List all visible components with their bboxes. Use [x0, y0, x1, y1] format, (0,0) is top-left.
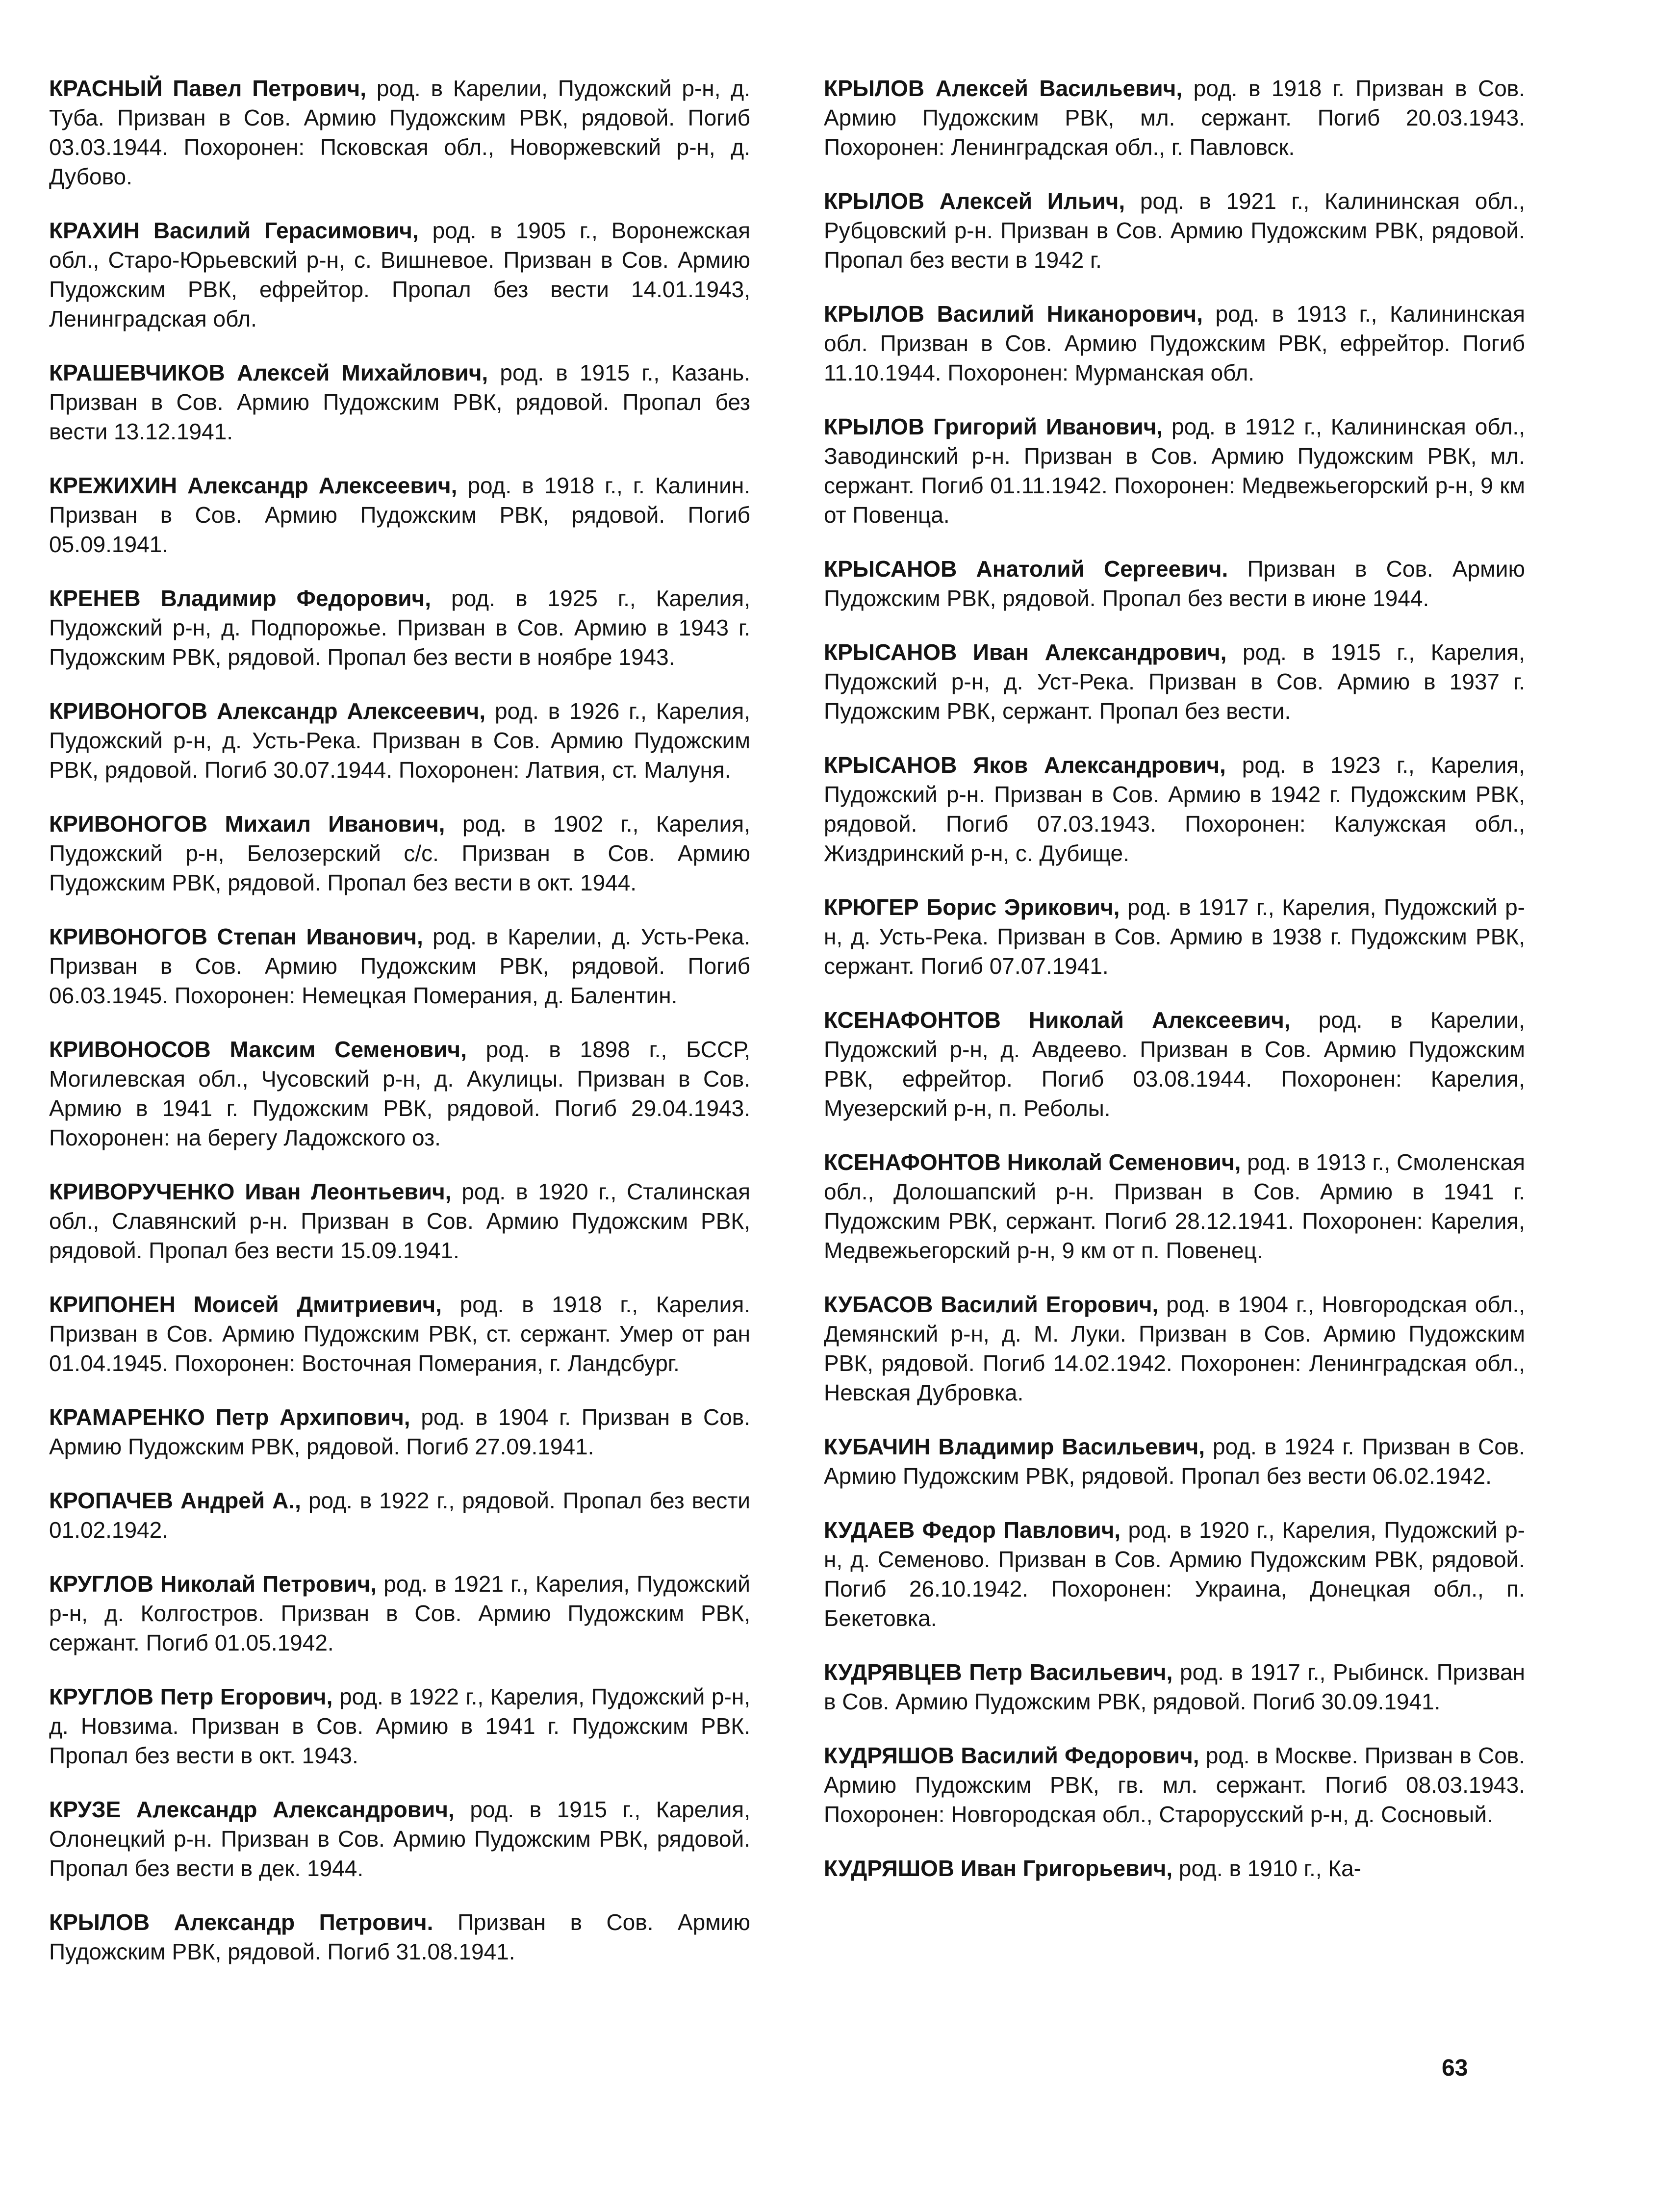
entry-text: род. в 1910 г., Ка-: [1178, 1856, 1361, 1881]
entry-name: КРАСНЫЙ Павел Петрович,: [49, 76, 367, 101]
left-column: [49, 74, 750, 1991]
entry-name: КРАМАРЕНКО Петр Архипович,: [49, 1404, 410, 1430]
entry-text: род. в 1920 г., Карелия, Пудожский р-н, д. Семеново. Призван в Сов. Армию Пудожским РВК, рядовой. Погиб 26.10.1942. Похоронен: Украина, Донецкая обл., п. Бекетовка.: [824, 1517, 1526, 1631]
entry-text: род. в 1915 г., Казань. Призван в Сов. Армию Пудожским РВК, рядовой. Пропал без вести 13.12.1941.: [49, 360, 750, 444]
register-entry: [824, 299, 1525, 387]
register-entry: [49, 809, 750, 897]
entry-name: КУБАСОВ Василий Егорович,: [824, 1292, 1159, 1317]
entry-name: КРИВОРУЧЕНКО Иван Леонтьевич,: [49, 1179, 452, 1204]
entry-text: род. в 1917 г., Рыбинск. Призван в Сов. Армию Пудожским РВК, рядовой. Погиб 30.09.1941.: [824, 1659, 1525, 1714]
register-entry: [824, 1005, 1525, 1123]
entry-text: род. в 1902 г., Карелия, Пудожский р-н, Белозерский с/с. Призван в Сов. Армию Пудожским РВК, рядовой. Пропал без вести в окт. 1944.: [49, 811, 750, 895]
register-entry: [49, 922, 750, 1010]
entry-name: КРИВОНОСОВ Максим Семенович,: [49, 1037, 467, 1062]
register-entry: [824, 1657, 1525, 1716]
entry-name: КУДАЕВ Федор Павлович,: [824, 1517, 1121, 1543]
register-entry: [824, 1515, 1525, 1633]
entry-text: род. в 1904 г. Призван в Сов. Армию Пудожским РВК, рядовой. Погиб 27.09.1941.: [49, 1404, 751, 1459]
register-entry: [824, 750, 1525, 868]
entry-name: КРЫЛОВ Александр Петрович.: [49, 1909, 433, 1935]
entry-name: КУДРЯВЦЕВ Петр Васильевич,: [824, 1659, 1173, 1685]
register-entry: [49, 1402, 750, 1461]
entry-name: КРЫСАНОВ Яков Александрович,: [824, 752, 1226, 778]
register-entry: [49, 1486, 750, 1545]
register-entry: [49, 1177, 750, 1265]
entry-text: род. в 1918 г., г. Калинин. Призван в Сов. Армию Пудожским РВК, рядовой. Погиб 05.09.1941.: [49, 473, 751, 557]
entry-name: КРЫЛОВ Василий Никанорович,: [824, 301, 1203, 327]
register-entry: [49, 1035, 750, 1152]
entry-text: род. в 1922 г., Карелия, Пудожский р-н, д. Новзима. Призван в Сов. Армию в 1941 г. Пудожским РВК. Пропал без вести в окт. 1943.: [49, 1684, 751, 1768]
register-entry: [49, 584, 750, 672]
register-entry: [49, 696, 750, 785]
entry-name: КРАШЕВЧИКОВ Алексей Михайлович,: [49, 360, 488, 385]
entry-text: род. в 1925 г., Карелия, Пудожский р-н, д. Подпорожье. Призван в Сов. Армию в 1943 г. Пудожским РВК, рядовой. Пропал без вести в ноябре 1943.: [49, 585, 750, 670]
entry-text: род. в 1904 г., Новгородская обл., Демянский р-н, д. М. Луки. Призван в Сов. Армию Пудожским РВК, рядовой. Погиб 14.02.1942. Похоронен: Ленинградская обл., Невская Дубровка.: [824, 1292, 1526, 1405]
entry-text: род. в 1918 г., Карелия. Призван в Сов. Армию Пудожским РВК, ст. сержант. Умер от ран 01.04.1945. Похоронен: Восточная Померания, г. Ландсбург.: [49, 1292, 751, 1376]
entry-text: род. в 1898 г., БССР, Могилевская обл., Чусовский р-н, д. Акулицы. Призван в Сов. Армию в 1941 г. Пудожским РВК, рядовой. Погиб 29.04.1943. Похоронен: на берегу Ладожского оз.: [49, 1037, 751, 1150]
entry-text: род. в Карелии, д. Усть-Река. Призван в Сов. Армию Пудожским РВК, рядовой. Погиб 06.03.1945. Похоронен: Немецкая Померания, д. Балентин.: [49, 924, 750, 1008]
register-entry: [824, 554, 1525, 613]
entry-name: КРЕЖИХИН Александр Алексеевич,: [49, 473, 458, 498]
register-entry: [49, 1682, 750, 1770]
entry-text: род. в 1913 г., Смоленская обл., Долошапский р-н. Призван в Сов. Армию в 1941 г. Пудожским РВК, сержант. Погиб 28.12.1941. Похоронен: Карелия, Медвежьегорский р-н, 9 км от п. Повенец.: [824, 1149, 1526, 1263]
entry-text: род. в 1915 г., Карелия, Пудожский р-н, д. Уст-Река. Призван в Сов. Армию в 1937 г. Пудожским РВК, сержант. Пропал без вести.: [824, 639, 1526, 724]
entry-text: род. в 1915 г., Карелия, Олонецкий р-н. Призван в Сов. Армию Пудожским РВК, рядовой. Пропал без вести в дек. 1944.: [49, 1797, 750, 1881]
entry-name: КРЫСАНОВ Иван Александрович,: [824, 639, 1227, 665]
entry-text: род. в Москве. Призван в Сов. Армию Пудожским РВК, гв. мл. сержант. Погиб 08.03.1943. Похоронен: Новгородская обл., Старорусский р-н, д. Сосновый.: [824, 1743, 1525, 1827]
register-entry: [824, 1147, 1525, 1265]
entry-name: КРИВОНОГОВ Михаил Иванович,: [49, 811, 445, 837]
entry-name: КРУЗЕ Александр Александрович,: [49, 1797, 455, 1822]
entry-name: КУБАЧИН Владимир Васильевич,: [824, 1434, 1205, 1459]
entry-text: род. в 1918 г. Призван в Сов. Армию Пудожским РВК, мл. сержант. Погиб 20.03.1943. Похоронен: Ленинградская обл., г. Павловск.: [824, 76, 1526, 160]
register-entry: [824, 186, 1525, 275]
register-entry: [824, 1854, 1525, 1883]
entry-name: КРИВОНОГОВ Степан Иванович,: [49, 924, 423, 949]
entry-name: КРУГЛОВ Николай Петрович,: [49, 1571, 377, 1597]
entry-name: КСЕНАФОНТОВ Николай Алексеевич,: [824, 1007, 1291, 1033]
entry-text: род. в 1922 г., рядовой. Пропал без вести 01.02.1942.: [49, 1488, 750, 1543]
register-entry: [49, 1795, 750, 1883]
page-number: 63: [1442, 2055, 1468, 2081]
entry-name: КРЕНЕВ Владимир Федорович,: [49, 585, 432, 611]
entry-text: род. в 1913 г., Калининская обл. Призван в Сов. Армию Пудожским РВК, ефрейтор. Погиб 11.10.1944. Похоронен: Мурманская обл.: [824, 301, 1525, 385]
register-entry: [824, 1432, 1525, 1491]
register-entry: [49, 1907, 750, 1966]
register-entry: [49, 216, 750, 333]
register-entry: [49, 74, 750, 191]
entry-name: КРЫЛОВ Григорий Иванович,: [824, 414, 1163, 439]
entry-text: род. в 1905 г., Воронежская обл., Старо-Юрьевский р-н, с. Вишневое. Призван в Сов. Армию Пудожским РВК, ефрейтор. Пропал без вести 14.01.1943, Ленинградская обл.: [49, 218, 750, 331]
entry-text: род. в 1912 г., Калининская обл., Заводинский р-н. Призван в Сов. Армию Пудожским РВК, мл. сержант. Погиб 01.11.1942. Похоронен: Медвежьегорский р-н, 9 км от Повенца.: [824, 414, 1525, 528]
entry-text: род. в 1921 г., Карелия, Пудожский р-н, д. Колгостров. Призван в Сов. Армию Пудожским РВК, сержант. Погиб 01.05.1942.: [49, 1571, 750, 1655]
entry-text: род. в 1917 г., Карелия, Пудожский р-н, д. Усть-Река. Призван в Сов. Армию в 1938 г. Пудожским РВК, сержант. Погиб 07.07.1941.: [824, 894, 1526, 979]
register-entry: [824, 892, 1525, 981]
entry-name: КРЫЛОВ Алексей Ильич,: [824, 188, 1125, 214]
register-entry: [49, 1569, 750, 1657]
entry-name: КРЫСАНОВ Анатолий Сергеевич.: [824, 556, 1228, 582]
entry-name: КРЫЛОВ Алексей Васильевич,: [824, 76, 1183, 101]
register-entry: [824, 74, 1525, 162]
entry-text: Призван в Сов. Армию Пудожским РВК, рядовой. Пропал без вести в июне 1944.: [824, 556, 1525, 611]
register-entry: [49, 1290, 750, 1378]
register-entry: [824, 637, 1525, 726]
entry-name: КРИПОНЕН Моисей Дмитриевич,: [49, 1292, 442, 1317]
register-entry: [49, 471, 750, 559]
entry-name: КРАХИН Василий Герасимович,: [49, 218, 419, 243]
entry-name: КУДРЯШОВ Василий Федорович,: [824, 1743, 1199, 1768]
entry-text: род. в 1924 г. Призван в Сов. Армию Пудожским РВК, рядовой. Пропал без вести 06.02.1942.: [824, 1434, 1525, 1489]
register-entry: [824, 1741, 1525, 1829]
entry-name: КРИВОНОГОВ Александр Алексеевич,: [49, 698, 486, 724]
entry-text: род. в 1920 г., Сталинская обл., Славянский р-н. Призван в Сов. Армию Пудожским РВК, рядовой. Пропал без вести 15.09.1941.: [49, 1179, 751, 1263]
entry-text: род. в Карелии, Пудожский р-н, д. Туба. Призван в Сов. Армию Пудожским РВК, рядовой. Погиб 03.03.1944. Похоронен: Псковская обл., Новоржевский р-н, д. Дубово.: [49, 76, 750, 189]
entry-text: род. в 1921 г., Калининская обл., Рубцовский р-н. Призван в Сов. Армию Пудожским РВК, рядовой. Пропал без вести в 1942 г.: [824, 188, 1525, 273]
entry-name: КРЮГЕР Борис Эрикович,: [824, 894, 1120, 920]
entry-name: КРОПАЧЕВ Андрей А.,: [49, 1488, 301, 1513]
entry-name: КСЕНАФОНТОВ Николай Семенович,: [824, 1149, 1241, 1175]
entry-text: род. в Карелии, Пудожский р-н, д. Авдеево. Призван в Сов. Армию Пудожским РВК, ефрейтор. Погиб 03.08.1944. Похоронен: Карелия, Муезерский р-н, п. Реболы.: [824, 1007, 1525, 1121]
entry-name: КУДРЯШОВ Иван Григорьевич,: [824, 1856, 1173, 1881]
entry-text: род. в 1923 г., Карелия, Пудожский р-н. Призван в Сов. Армию в 1942 г. Пудожским РВК, рядовой. Погиб 07.03.1943. Похоронен: Калужская обл., Жиздринский р-н, с. Дубище.: [824, 752, 1525, 866]
entry-text: Призван в Сов. Армию Пудожским РВК, рядовой. Погиб 31.08.1941.: [49, 1909, 750, 1964]
entry-name: КРУГЛОВ Петр Егорович,: [49, 1684, 333, 1709]
right-column: [824, 74, 1525, 1883]
register-entry: [824, 412, 1525, 530]
register-entry: [49, 358, 750, 446]
register-entry: [824, 1290, 1525, 1407]
entry-text: род. в 1926 г., Карелия, Пудожский р-н, д. Усть-Река. Призван в Сов. Армию Пудожским РВК, рядовой. Погиб 30.07.1944. Похоронен: Латвия, ст. Малуня.: [49, 698, 751, 783]
